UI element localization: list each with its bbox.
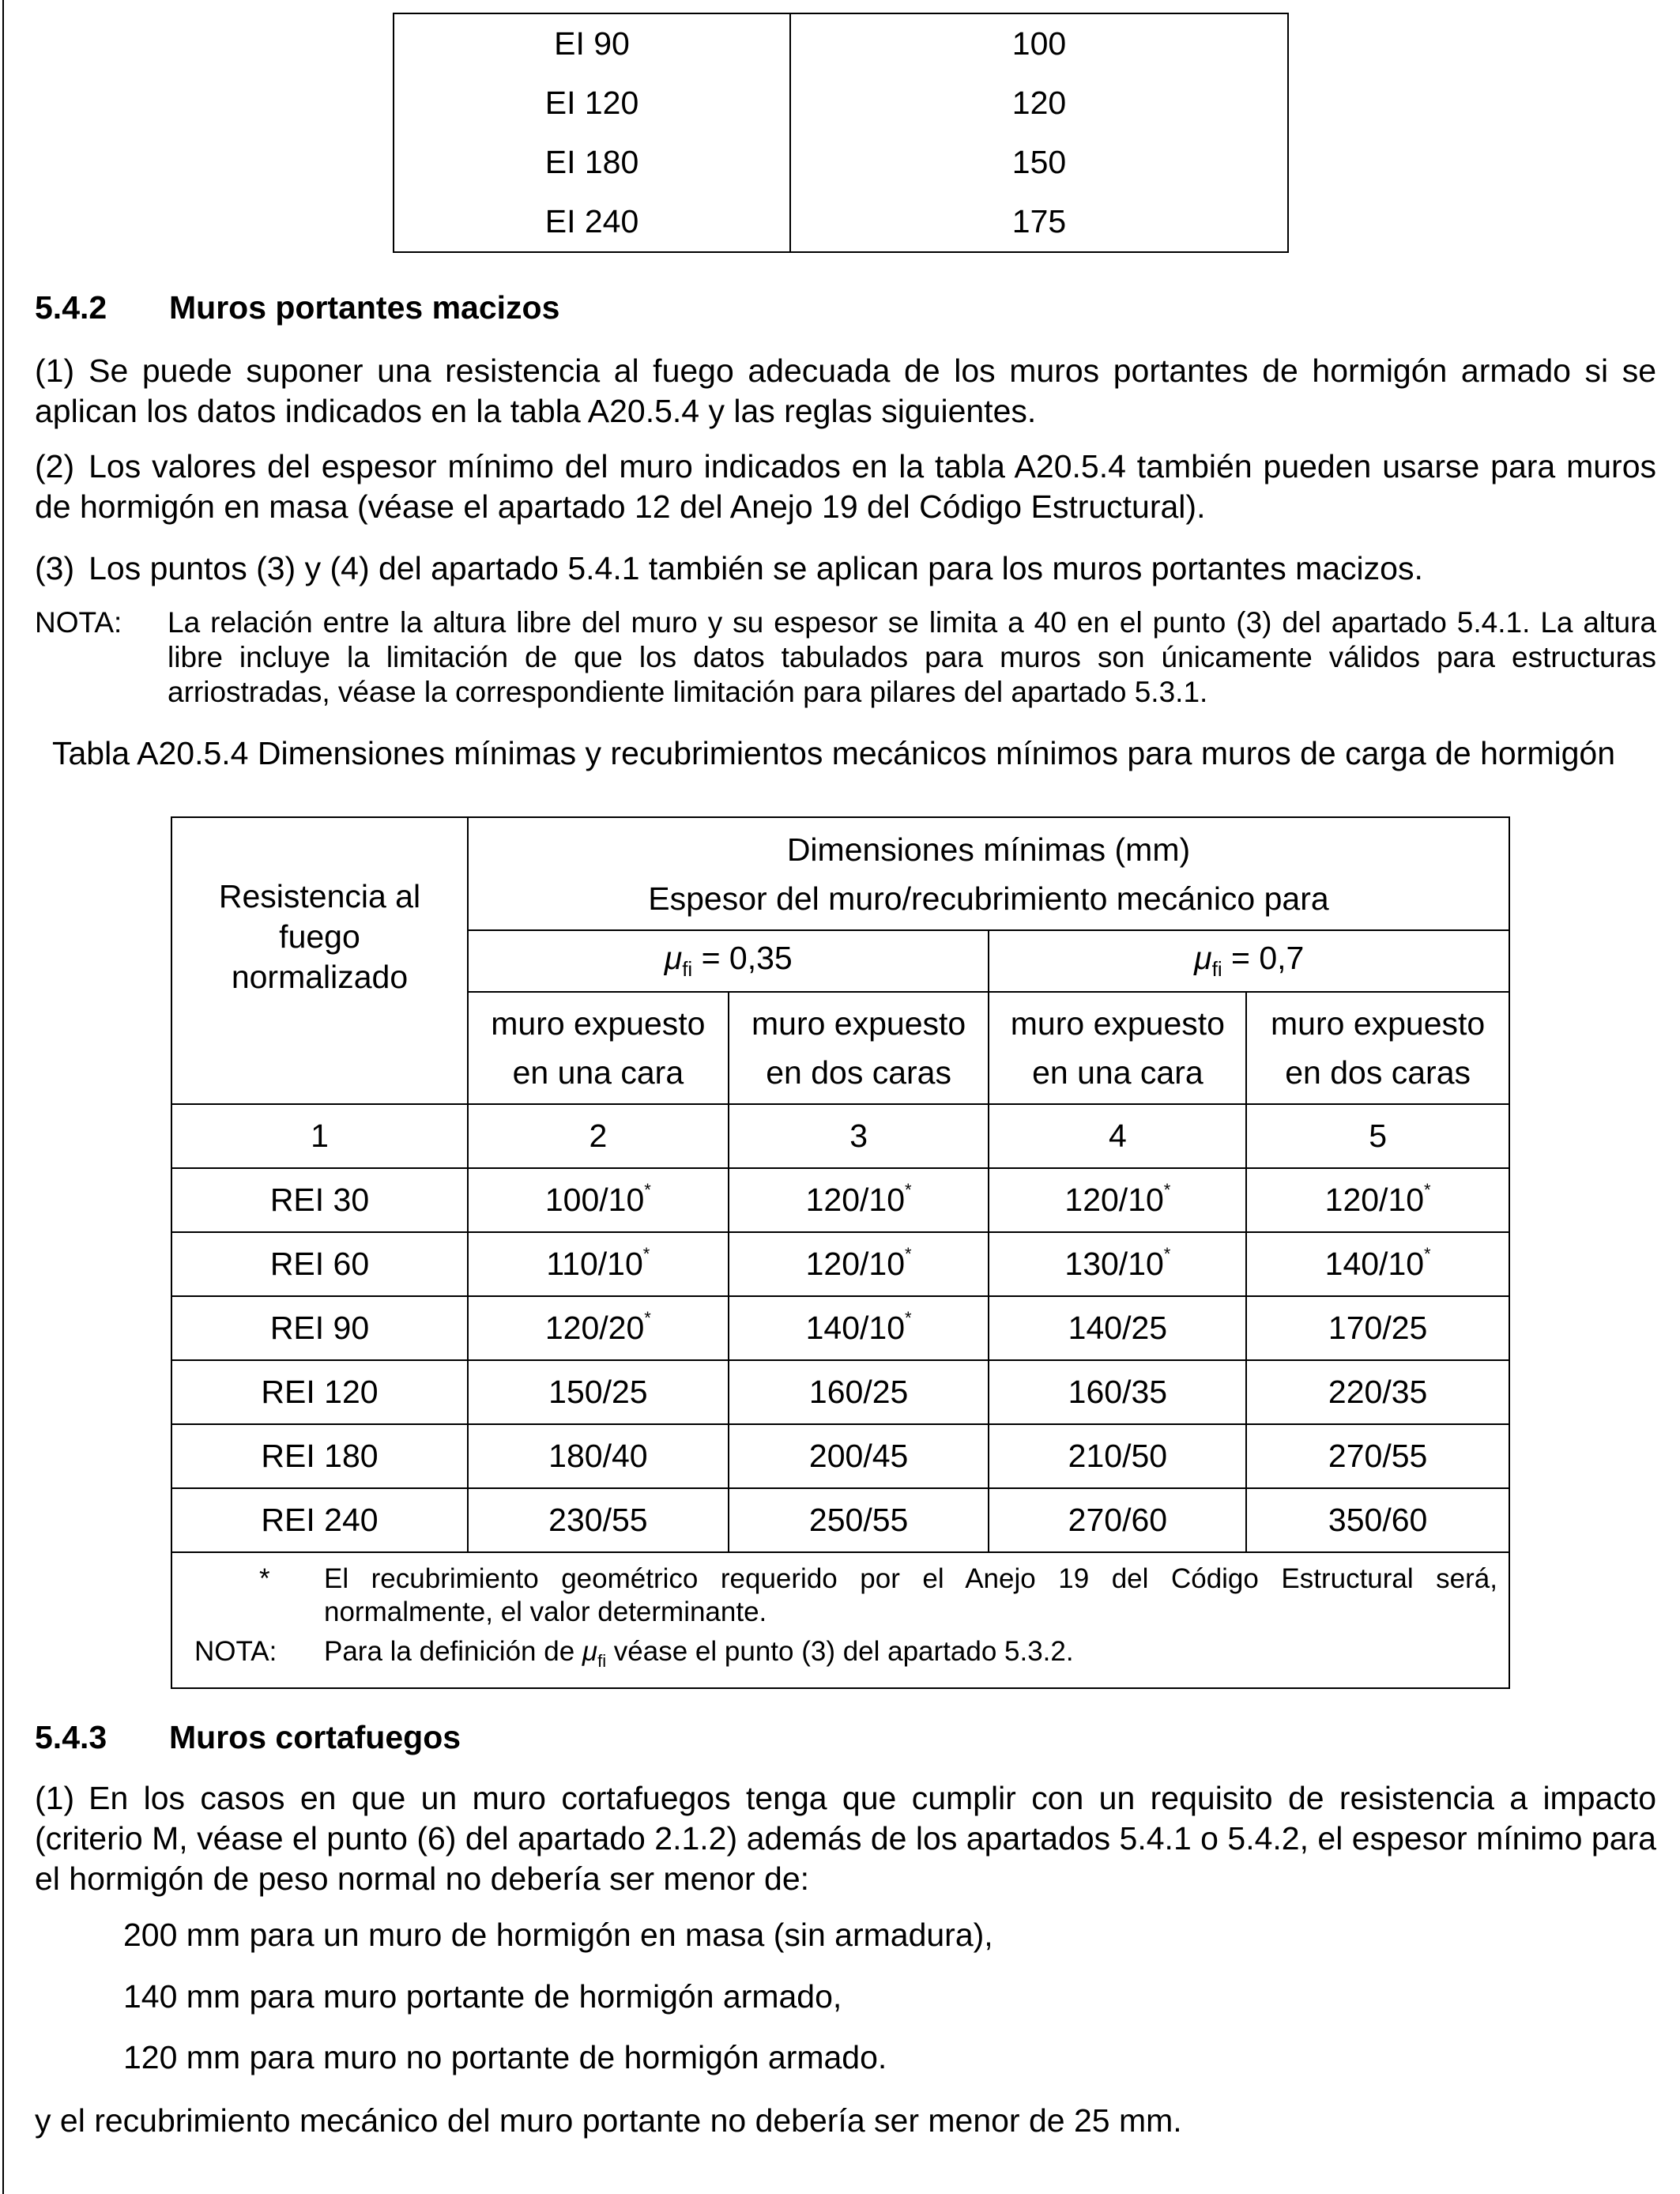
mu-subscript: fi — [1211, 957, 1222, 982]
table-cell: 150 — [790, 133, 1288, 192]
table-cell — [1246, 1296, 1509, 1360]
cell-value: 100/10 — [544, 1182, 645, 1218]
paragraph-542-2 — [35, 447, 1656, 527]
note-542 — [35, 605, 1656, 710]
footnote-mark: * — [905, 1244, 912, 1264]
section-heading-543 — [35, 1719, 461, 1756]
table-row — [171, 1232, 1509, 1296]
table-cell: 120 — [790, 74, 1288, 133]
cell-value: 210/50 — [1068, 1438, 1168, 1474]
section-number: 5.4.3 — [35, 1719, 107, 1755]
table-cell — [989, 1168, 1246, 1232]
note-text-pre: Para la definición de — [324, 1636, 582, 1667]
table-cell — [729, 1360, 989, 1424]
paragraph-542-1 — [35, 351, 1656, 432]
table-cell — [729, 1488, 989, 1552]
cell-value: 270/60 — [1068, 1502, 1168, 1538]
column-number: 4 — [989, 1104, 1246, 1168]
section-title: Muros portantes macizos — [169, 289, 560, 326]
header-dims-line1: Dimensiones mínimas (mm) — [786, 831, 1191, 868]
cell-value: 150/25 — [548, 1374, 648, 1410]
table-cell: EI 240 — [394, 192, 790, 252]
note-label: NOTA: — [35, 606, 122, 639]
paragraph-label: (1) — [35, 352, 75, 389]
header-mu-07 — [989, 930, 1509, 992]
row-label: REI 90 — [171, 1296, 468, 1360]
note-text-post: véase el punto (3) del apartado 5.3.2. — [606, 1636, 1074, 1667]
table-row — [394, 192, 1288, 252]
paragraph-text: Los puntos (3) y (4) del apartado 5.4.1 también se aplican para los muros portantes macizos. — [89, 550, 1423, 586]
mu-value: = 0,7 — [1222, 940, 1305, 977]
footnote-mark: * — [1424, 1180, 1431, 1200]
cell-value: 110/10 — [546, 1246, 643, 1282]
cell-value: 130/10 — [1064, 1246, 1164, 1282]
table-cell — [989, 1488, 1246, 1552]
subheader-col3 — [729, 992, 989, 1104]
table-footnotes — [171, 1552, 1509, 1688]
paragraph-text: En los casos en que un muro cortafuegos tenga que cumplir con un requisito de resistencia a impacto (criterio M, véase el punto (6) del apartado 2.1.2) además de los apartados 5.4.1 o 5.4.2, el espesor mínimo para el hormigón de peso normal no debería ser menor de: — [35, 1780, 1656, 1897]
header-resistance — [171, 817, 468, 1104]
table-cell — [468, 1488, 729, 1552]
section-heading-542 — [35, 289, 559, 326]
row-label: REI 240 — [171, 1488, 468, 1552]
mu-symbol: μ — [582, 1636, 598, 1667]
cell-value: 140/10 — [805, 1310, 906, 1346]
cell-value: 350/60 — [1328, 1502, 1428, 1538]
top-table — [393, 13, 1289, 253]
paragraph-text: Los valores del espesor mínimo del muro indicados en la tabla A20.5.4 también pueden usarse para muros de hormigón en masa (véase el apartado 12 del Anejo 19 del Código Estructural). — [35, 448, 1656, 525]
footnote-mark: * — [1163, 1244, 1171, 1264]
table-cell — [729, 1296, 989, 1360]
mu-subscript: fi — [597, 1651, 607, 1671]
table-cell — [1246, 1168, 1509, 1232]
cell-value: 120/10 — [805, 1246, 906, 1282]
list-item: 200 mm para un muro de hormigón en masa (sin armadura), — [123, 1917, 993, 1953]
footnote-mark: * — [905, 1180, 912, 1200]
cell-value: 170/25 — [1328, 1310, 1428, 1346]
cell-value: 230/55 — [548, 1502, 648, 1538]
table-cell — [729, 1424, 989, 1488]
section-title: Muros cortafuegos — [169, 1719, 461, 1755]
header-resistance-label: Resistencia al fuego normalizado — [218, 878, 421, 995]
subheader-col2 — [468, 992, 729, 1104]
footnote-mark: * — [1424, 1244, 1431, 1264]
table-cell: EI 120 — [394, 74, 790, 133]
table-row — [171, 1168, 1509, 1232]
subheader-label: muro expuesto en dos caras — [751, 1005, 966, 1091]
subheader-label: muro expuesto en una cara — [491, 1005, 706, 1091]
table-cell — [1246, 1232, 1509, 1296]
footnote-mark: * — [259, 1563, 270, 1594]
table-cell: EI 180 — [394, 133, 790, 192]
table-cell — [468, 1168, 729, 1232]
mu-subscript: fi — [682, 957, 693, 982]
note-label: NOTA: — [194, 1636, 277, 1667]
table-row — [394, 133, 1288, 192]
table-row — [394, 13, 1288, 74]
table-row — [171, 1360, 1509, 1424]
note-text: La relación entre la altura libre del muro y su espesor se limita a 40 en el punto (3) del apartado 5.4.1. La altura libre incluye la limitación de que los datos tabulados para muros son únicamente válidos para estructuras arriostradas, véase la correspondiente limitación para pilares del apartado 5.3.1. — [168, 606, 1656, 708]
table-caption: Tabla A20.5.4 Dimensiones mínimas y recubrimientos mecánicos mínimos para muros de carga de hormigón — [51, 735, 1615, 771]
column-number-row — [171, 1104, 1509, 1168]
paragraph-label: (1) — [35, 1780, 75, 1816]
column-number: 2 — [468, 1104, 729, 1168]
cell-value: 120/10 — [805, 1182, 906, 1218]
paragraph-label: (2) — [35, 448, 75, 484]
table-cell — [468, 1424, 729, 1488]
table-note — [183, 1635, 1497, 1678]
cell-value: 140/25 — [1068, 1310, 1168, 1346]
table-cell — [468, 1296, 729, 1360]
mu-value: = 0,35 — [692, 940, 793, 977]
cell-value: 270/55 — [1328, 1438, 1428, 1474]
table-a2054 — [171, 816, 1510, 1689]
footnote-mark: * — [644, 1308, 651, 1328]
subheader-col5 — [1246, 992, 1509, 1104]
footnote-text: El recubrimiento geométrico requerido por el Anejo 19 del Código Estructural será, normalmente, el valor determinante. — [324, 1563, 1497, 1627]
footnote — [183, 1563, 1497, 1629]
footnote-mark: * — [644, 1180, 651, 1200]
table-cell: 175 — [790, 192, 1288, 252]
table-cell — [1246, 1360, 1509, 1424]
column-number: 1 — [171, 1104, 468, 1168]
section-number: 5.4.2 — [35, 289, 107, 326]
subheader-col4 — [989, 992, 1246, 1104]
paragraph-543-1 — [35, 1778, 1656, 1899]
row-label: REI 180 — [171, 1424, 468, 1488]
cell-value: 220/35 — [1328, 1374, 1428, 1410]
row-label: REI 120 — [171, 1360, 468, 1424]
table-cell — [1246, 1424, 1509, 1488]
subheader-label: muro expuesto en una cara — [1010, 1005, 1225, 1091]
footnote-mark: * — [642, 1244, 650, 1264]
table-cell — [1246, 1488, 1509, 1552]
table-cell — [989, 1360, 1246, 1424]
table-cell — [468, 1360, 729, 1424]
mu-symbol: μ — [664, 940, 683, 977]
cell-value: 160/25 — [808, 1374, 909, 1410]
table-row — [171, 1296, 1509, 1360]
column-number: 3 — [729, 1104, 989, 1168]
list-item: 140 mm para muro portante de hormigón armado, — [123, 1978, 842, 2015]
cell-value: 120/20 — [544, 1310, 645, 1346]
cell-value: 180/40 — [548, 1438, 648, 1474]
cell-value: 120/10 — [1324, 1182, 1425, 1218]
mu-symbol: μ — [1194, 940, 1212, 977]
row-label: REI 60 — [171, 1232, 468, 1296]
footnote-mark: * — [1163, 1180, 1171, 1200]
table-cell — [729, 1232, 989, 1296]
table-row — [394, 74, 1288, 133]
header-dims-line2: Espesor del muro/recubrimiento mecánico para — [648, 880, 1329, 917]
list-item: 120 mm para muro no portante de hormigón armado. — [123, 2039, 887, 2075]
paragraph-542-3 — [35, 548, 1656, 589]
row-label: REI 30 — [171, 1168, 468, 1232]
page-left-border — [2, 0, 4, 2194]
table-row — [171, 1424, 1509, 1488]
closing-paragraph: y el recubrimiento mecánico del muro portante no debería ser menor de 25 mm. — [35, 2102, 1182, 2139]
header-mu-035 — [468, 930, 989, 992]
paragraph-text: Se puede suponer una resistencia al fuego adecuada de los muros portantes de hormigón armado si se aplican los datos indicados en la tabla A20.5.4 y las reglas siguientes. — [35, 352, 1656, 429]
table-cell — [989, 1296, 1246, 1360]
header-dimensions — [468, 817, 1509, 930]
subheader-label: muro expuesto en dos caras — [1271, 1005, 1486, 1091]
column-number: 5 — [1246, 1104, 1509, 1168]
table-cell — [989, 1232, 1246, 1296]
footnote-mark: * — [905, 1308, 912, 1328]
cell-value: 120/10 — [1064, 1182, 1164, 1218]
cell-value: 160/35 — [1068, 1374, 1168, 1410]
cell-value: 140/10 — [1324, 1246, 1425, 1282]
cell-value: 200/45 — [808, 1438, 909, 1474]
paragraph-label: (3) — [35, 550, 75, 586]
cell-value: 250/55 — [808, 1502, 909, 1538]
table-cell: 100 — [790, 13, 1288, 74]
table-cell — [989, 1424, 1246, 1488]
footnote-row — [171, 1552, 1509, 1688]
table-row — [171, 1488, 1509, 1552]
table-cell: EI 90 — [394, 13, 790, 74]
table-cell — [468, 1232, 729, 1296]
table-cell — [729, 1168, 989, 1232]
